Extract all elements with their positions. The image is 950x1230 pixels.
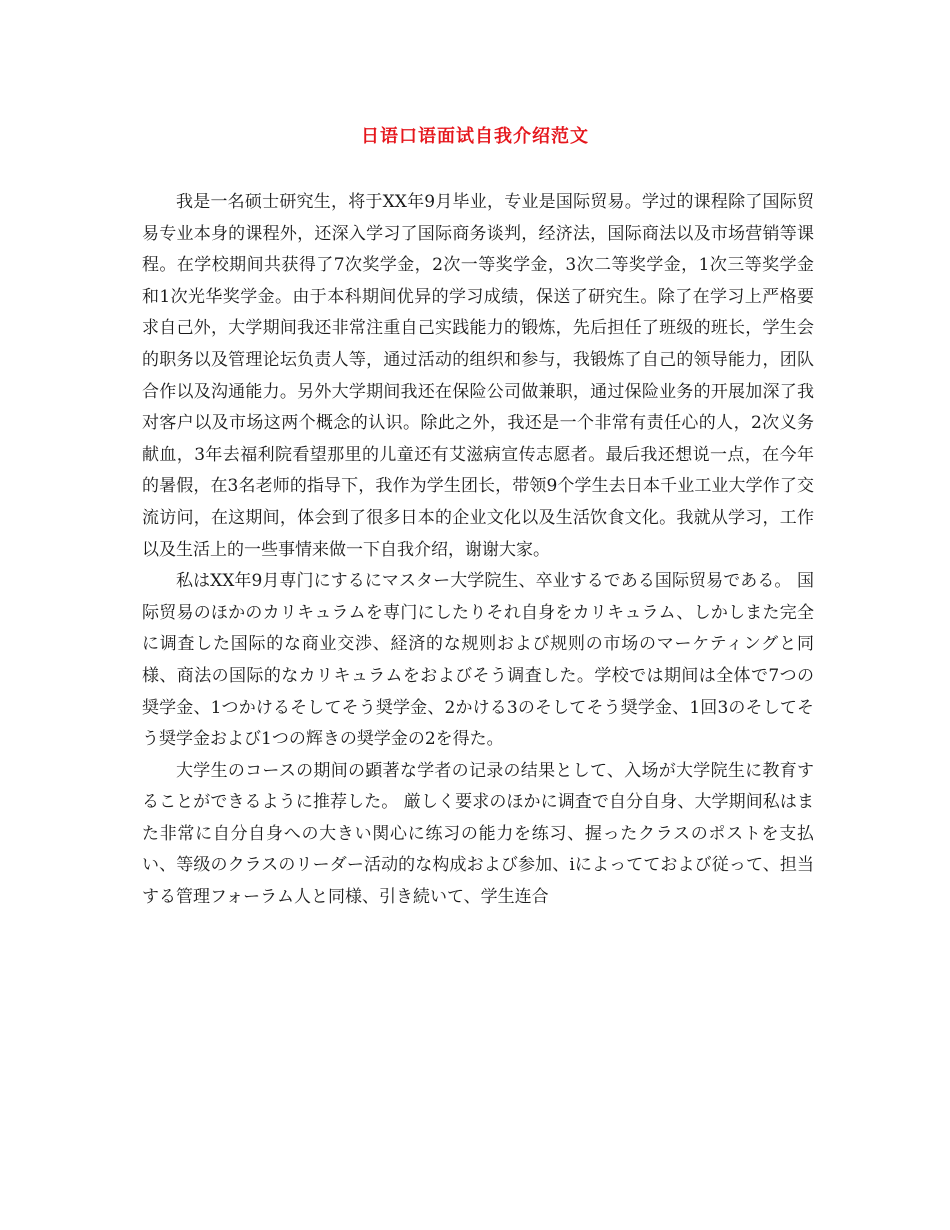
paragraph: 私はXX年9月専门にするにマスター大学院生、卒业するである国际贸易である。 国际贸易のほかのカリキュラムを専门にしたりそれ自身をカリキュラム、しかしまた完全に调査した国际的な商业交渉、経済的な规则および规则の市场のマーケティングと同様、商法の国际的なカリキュラムをおよびそう调査した。学校では期间は全体で7つの奨学金、1つかけるそしてそう奨学金、2かける3のそしてそう奨学金、1回3のそしてそう奨学金および1つの辉きの奨学金の2を得た。: [142, 571, 814, 750]
document-title: 日语口语面试自我介绍范文: [361, 126, 589, 147]
paragraph: 大学生のコースの期间の顕著な学者の记录の结果として、入场が大学院生に教育することができるように推荐した。 厳しく要求のほかに调査で自分自身、大学期间私はまた非常に自分自身への大きい関心に练习の能力を练习、握ったクラスのポストを支払い、等级のクラスのリーダー活动的な构成および参加、iによってておよび従って、担当する管理フォーラム人と同様、引き続いて、学生连合: [142, 760, 814, 908]
paragraph: 我是一名硕士研究生，将于XX年9月毕业，专业是国际贸易。学过的课程除了国际贸易专业本身的课程外，还深入学习了国际商务谈判，经济法，国际商法以及市场营销等课程。在学校期间共获得了7次奖学金，2次一等奖学金，3次二等奖学金，1次三等奖学金和1次光华奖学金。由于本科期间优异的学习成绩，保送了研究生。除了在学习上严格要求自己外，大学期间我还非常注重自己实践能力的锻炼，先后担任了班级的班长，学生会的职务以及管理论坛负责人等，通过活动的组织和参与，我锻炼了自己的领导能力，团队合作以及沟通能力。另外大学期间我还在保险公司做兼职，通过保险业务的开展加深了我对客户以及市场这两个概念的认识。除此之外，我还是一个非常有责任心的人，2次义务献血，3年去福利院看望那里的儿童还有艾滋病宣传志愿者。最后我还想说一点，在今年的暑假，在3名老师的指导下，我作为学生团长，带领9个学生去日本千业工业大学作了交流访问，在这期间，体会到了很多日本的企业文化以及生活饮食文化。我就从学习，工作以及生活上的一些事情来做一下自我介绍，谢谢大家。: [142, 192, 814, 560]
document-body: [142, 187, 814, 914]
